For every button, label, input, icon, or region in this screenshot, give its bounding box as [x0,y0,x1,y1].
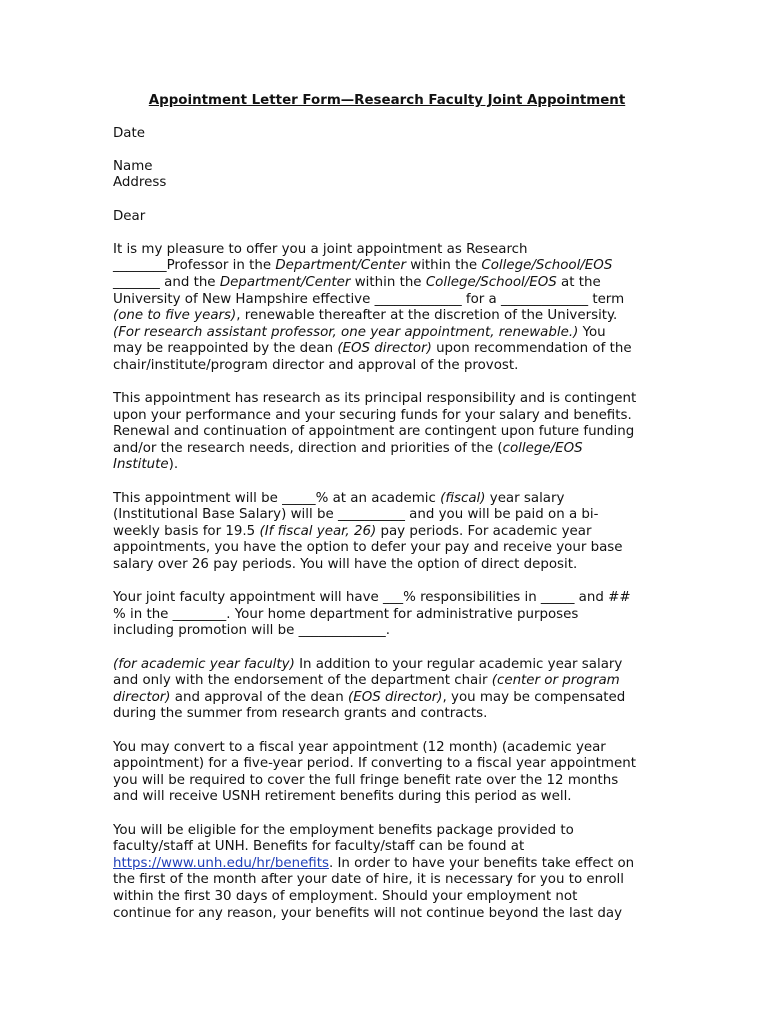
italic-text: college/EOS [502,440,583,456]
recipient-block [113,159,661,192]
paragraph-line [113,740,661,757]
text-run: You may convert to a fiscal year appointment (12 month) (academic year [113,739,606,755]
text-run: Your joint faculty appointment will have ___% responsibilities in _____ and ## [113,590,631,606]
text-run: appointment) for a five-year period. If converting to a fiscal year appointment [113,756,636,772]
text-run: (Institutional Base Salary) will be __________ and you will be paid on a bi- [113,507,599,523]
text-run: pay periods. For academic year [376,523,592,539]
date-label: Date [113,125,146,141]
paragraph-line [113,292,661,309]
salutation-text: Dear [113,208,146,224]
paragraph-line [113,524,661,541]
italic-text: Institute [113,457,169,473]
paragraph-line [113,590,661,607]
italic-text: Department/Center [219,274,351,290]
italic-text: (EOS director) [337,341,432,357]
text-run: within the [406,258,482,274]
text-run: and approval of the dean [170,689,349,705]
italic-text: (fiscal) [440,490,486,506]
paragraph-line [113,325,661,342]
text-run: This appointment will be _____% at an academic [113,490,441,506]
paragraph-line [113,457,661,474]
paragraph-line [113,906,661,923]
address-label: Address [113,175,167,191]
paragraph-line [113,657,661,674]
text-run: . In order to have your benefits take effect on [328,855,635,871]
paragraph-line [113,607,661,624]
paragraph-line [113,773,661,790]
text-run: you will be required to cover the full fringe benefit rate over the 12 months [113,772,619,788]
paragraph-line [113,673,661,690]
text-run: You [578,324,606,340]
text-run: weekly basis for 19.5 [113,523,260,539]
text-run: It is my pleasure to offer you a joint appointment as Research [113,241,528,257]
text-run: ________Professor in the [113,258,276,274]
paragraph-line [113,690,661,707]
paragraph-line [113,441,661,458]
paragraph-benefits [113,823,661,923]
text-run: _______ and the [113,274,220,290]
paragraph-line [113,839,661,856]
italic-text: (EOS director) [348,689,443,705]
paragraph-line [113,258,661,275]
text-run: chair/institute/program director and approval of the provost. [113,357,519,373]
paragraph-line [113,308,661,325]
text-run: Renewal and continuation of appointment are contingent upon future funding [113,424,635,440]
text-run: upon recommendation of the [431,341,632,357]
paragraph-line [113,623,661,640]
letter-body [113,242,661,922]
text-run: the first of the month after your date of hire, it is necessary for you to enroll [113,872,625,888]
paragraph-line [113,275,661,292]
text-run: within the first 30 days of employment. Should your employment not [113,888,578,904]
text-run: upon your performance and your securing funds for your salary and benefits. [113,407,632,423]
paragraph-line [113,424,661,441]
paragraph-line [113,789,661,806]
italic-text: Department/Center [275,258,406,274]
salutation [113,209,661,226]
text-run: % in the ________. Your home department for administrative purposes [113,606,579,622]
letter-content [113,93,661,939]
name-label: Name [113,158,153,174]
italic-text: (center or program [491,673,620,689]
text-run: and/or the research needs, direction and priorities of the ( [113,440,503,456]
paragraph-line [113,823,661,840]
paragraph-line [113,540,661,557]
benefits-link[interactable]: https://www.unh.edu/hr/benefits [113,855,329,871]
paragraph-line [113,391,661,408]
text-run: ). [168,457,179,473]
text-run: continue for any reason, your benefits will not continue beyond the last day [113,905,623,921]
paragraph-line [113,242,661,259]
paragraph-joint-appointment [113,590,661,640]
text-run: In addition to your regular academic year salary [294,656,623,672]
text-run: during the summer from research grants and contracts. [113,706,488,722]
text-run: and will receive USNH retirement benefits during this period as well. [113,789,572,805]
text-run: salary over 26 pay periods. You will have the option of direct deposit. [113,557,578,573]
italic-text: (one to five years) [113,308,237,324]
text-run: You will be eligible for the employment benefits package provided to [113,822,574,838]
paragraph-line [113,358,661,375]
text-run: This appointment has research as its principal responsibility and is contingent [113,391,637,407]
date-field [113,126,661,143]
text-run: within the [350,274,426,290]
paragraph-convert [113,740,661,806]
paragraph-line [113,706,661,723]
italic-text: (for academic year faculty) [113,656,295,672]
italic-text: College/School/EOS [481,258,613,274]
text-run: University of New Hampshire effective _____________ for a _____________ term [113,291,625,307]
text-run: and only with the endorsement of the department chair [113,673,492,689]
paragraph-summer [113,657,661,723]
text-run: faculty/staff at UNH. Benefits for faculty/staff can be found at [113,839,525,855]
italic-text: College/School/EOS [425,274,557,290]
text-run: including promotion will be _____________. [113,623,390,639]
paragraph-line [113,756,661,773]
text-run: may be reappointed by the dean [113,341,338,357]
paragraph-line [113,872,661,889]
text-run: year salary [485,490,565,506]
italic-text: director) [113,689,171,705]
text-run: , renewable thereafter at the discretion of the University. [236,308,618,324]
paragraph-line [113,341,661,358]
paragraph-salary [113,491,661,574]
italic-text: (For research assistant professor, one year appointment, renewable.) [113,324,579,340]
italic-text: (If fiscal year, 26) [259,523,377,539]
paragraph-line [113,491,661,508]
text-run: appointments, you have the option to defer your pay and receive your base [113,540,623,556]
text-run: at the [556,274,601,290]
page-title: Appointment Letter Form—Research Faculty Joint Appointment [148,93,626,108]
paragraph-line [113,889,661,906]
paragraph-research-responsibility [113,391,661,474]
text-run: , you may be compensated [442,689,626,705]
paragraph-line [113,856,661,873]
paragraph-offer [113,242,661,375]
paragraph-line [113,557,661,574]
paragraph-line [113,507,661,524]
paragraph-line [113,408,661,425]
